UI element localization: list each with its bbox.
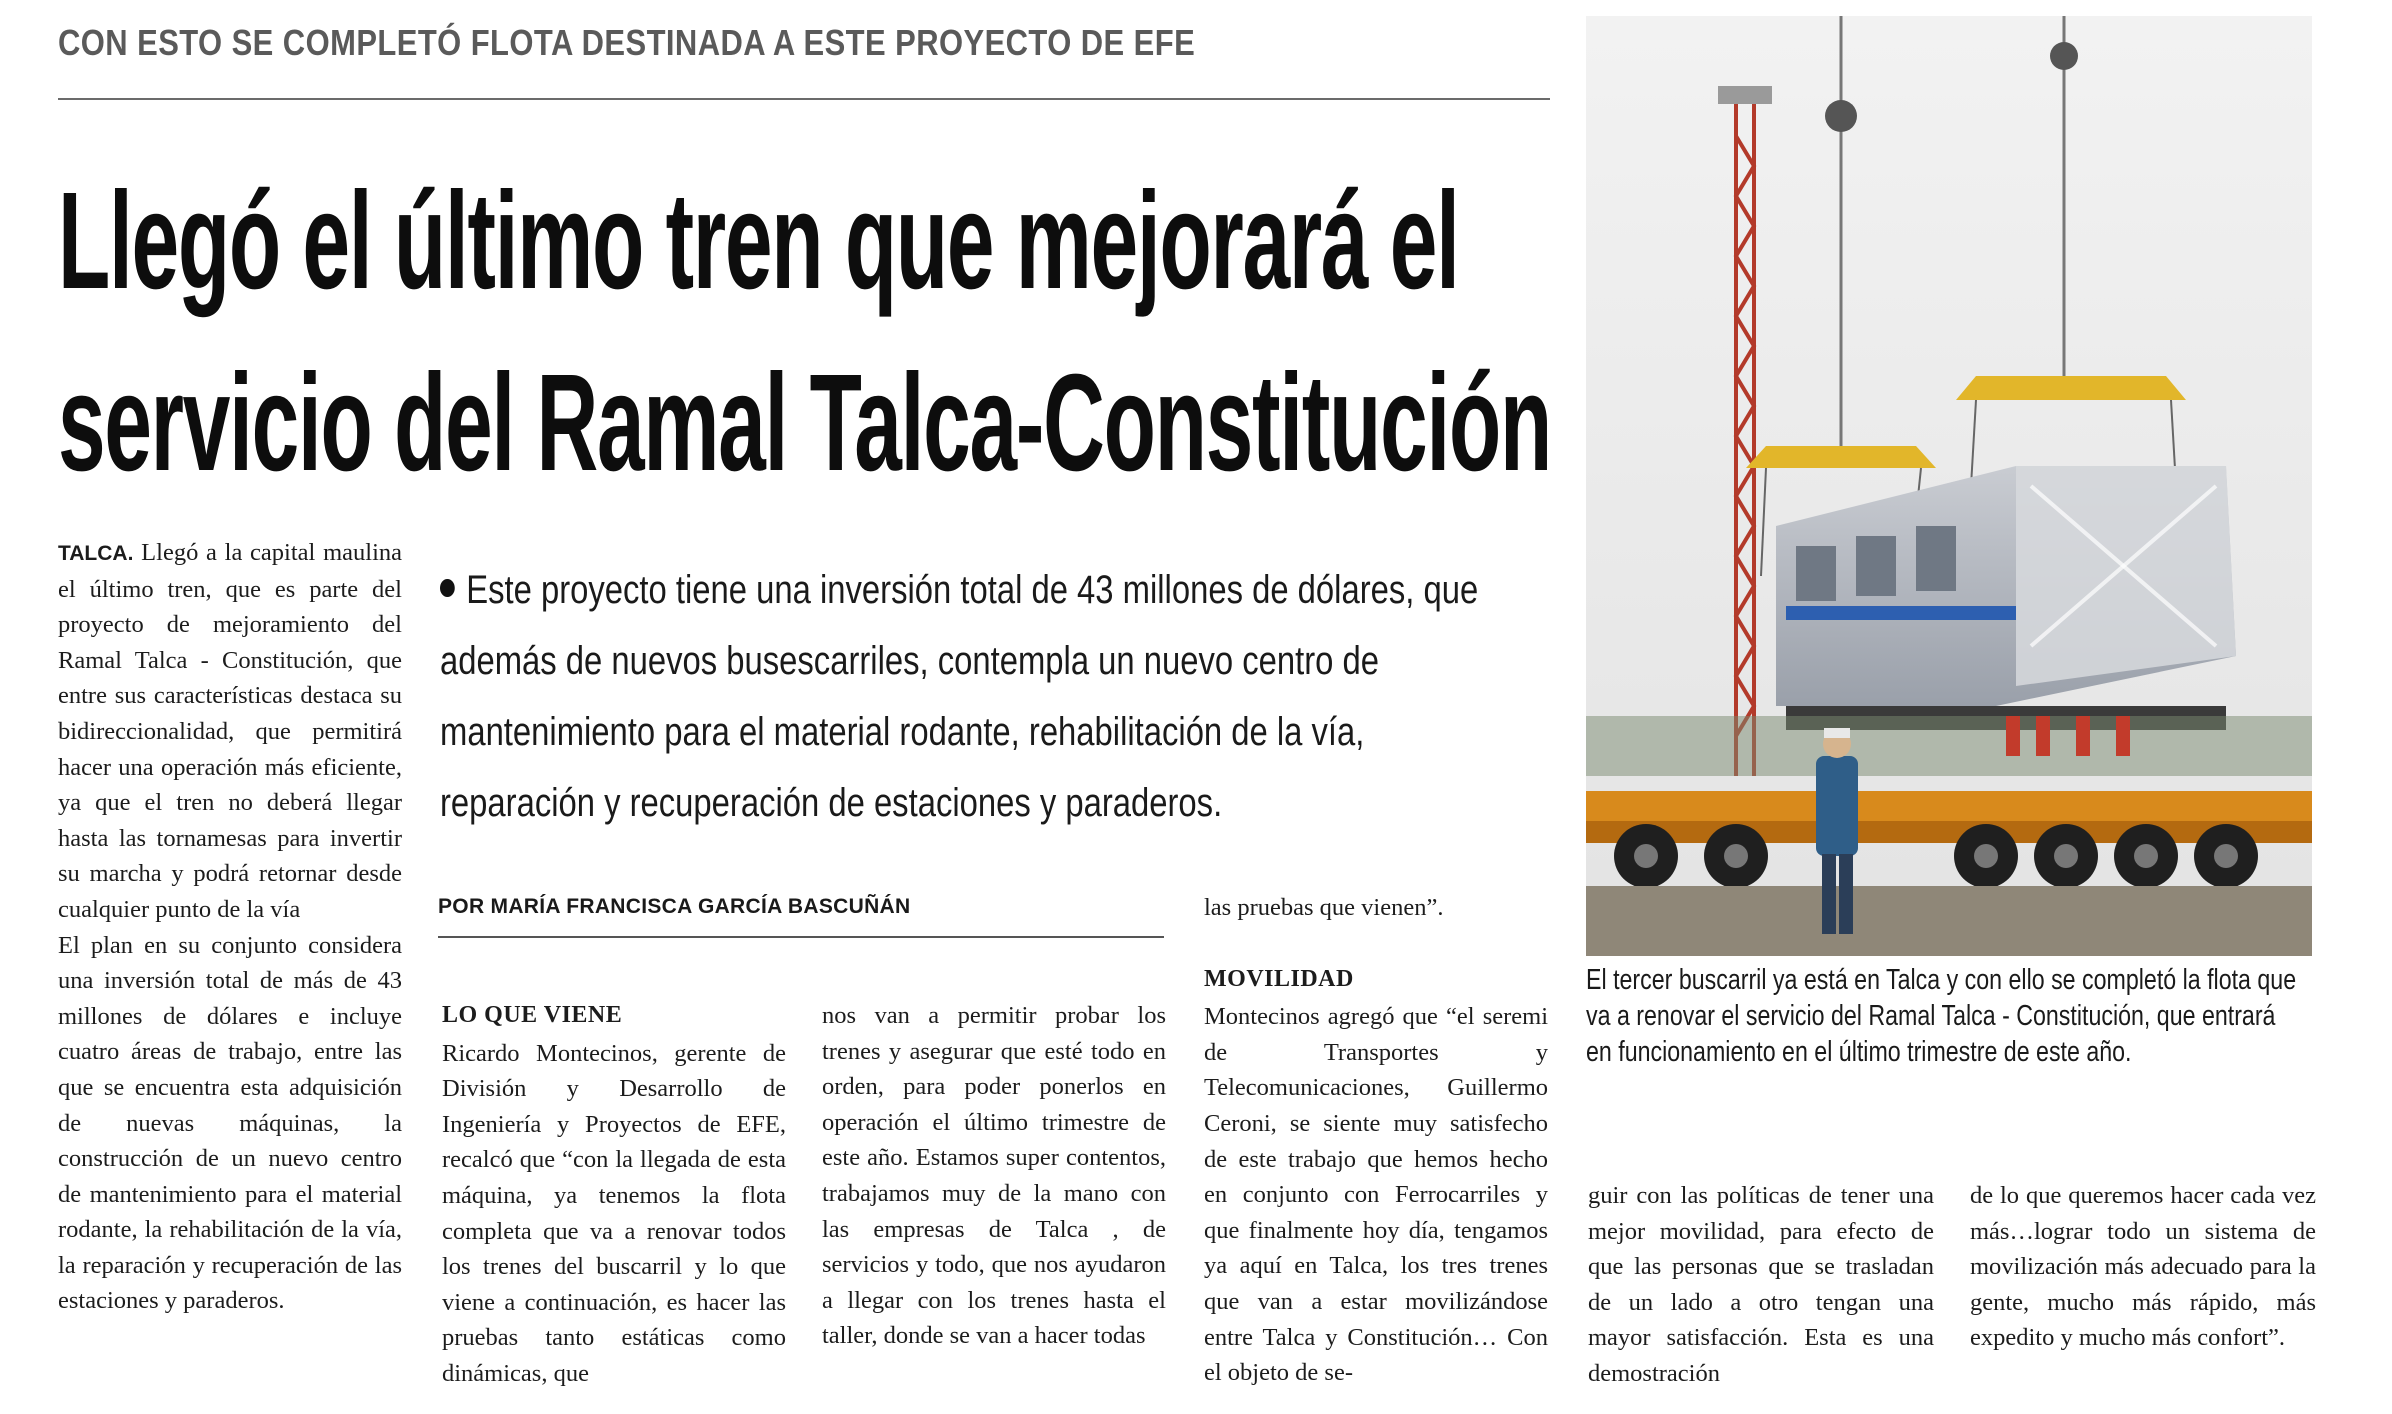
body-column-1 [58, 535, 402, 1319]
paragraph-5: las pruebas que vienen”. [1204, 894, 1444, 921]
body-column-5 [1588, 1178, 1934, 1392]
train-photo [1586, 16, 2312, 956]
top-rule [58, 98, 1550, 100]
paragraph-1-text: Llegó a la capital maulina el último tren, que es parte del proyecto de mejoramiento del Ramal Talca - Constitución, que entre sus características destaca su bidireccionalidad, que permitirá hacer una operación más eficiente, ya que el tren no deberá llegar hasta las tornamesas para invertir su marcha y podrá retornar desde cualquier punto de la vía [58, 539, 402, 923]
body-column-6 [1970, 1178, 2316, 1356]
byline-rule [438, 936, 1164, 938]
body-column-4 [1204, 890, 1548, 1391]
bullet-icon [440, 579, 455, 597]
body-column-3 [822, 998, 1166, 1354]
kicker: CON ESTO SE COMPLETÓ FLOTA DESTINADA A ESTE PROYECTO DE EFE [58, 22, 1196, 63]
byline: POR MARÍA FRANCISCA GARCÍA BASCUÑÁN [438, 895, 911, 918]
subhead-lo-que-viene: LO QUE VIENE [442, 1002, 623, 1028]
paragraph-1 [58, 535, 402, 928]
paragraph-7: guir con las políticas de tener una mejor movilidad, para efecto de que las personas que se trasladan de un lado a otro tengan una mayor satisfacción. Esta es una demostración [1588, 1182, 1934, 1387]
headline-line-2: servicio del Ramal Talca-Constitución [58, 346, 1552, 500]
photo-caption: El tercer buscarril ya está en Talca y con ello se completó la flota que va a renovar el servicio del Ramal Talca - Constitución, que entrará en funcionamiento en el último trimestre de este año. [1586, 964, 2297, 1068]
body-column-2 [442, 998, 786, 1392]
paragraph-6: Montecinos agregó que “el seremi de Transportes y Telecomunicaciones, Guillermo Ceroni, se siente muy satisfecho de este trabajo que hemos hecho en conjunto con Ferrocarriles y que finalmente hoy día, tengamos ya aquí en Talca, los tres trenes que van a estar movilizándose entre Talca y Constitución… Con el objeto de se- [1204, 1003, 1548, 1387]
paragraph-4: nos van a permitir probar los trenes y asegurar que esté todo en orden, para poder ponerlos en operación el último trimestre de este año. Estamos super contentos, trabajamos muy de la mano con las empresas de Talca , de servicios y todo, que nos ayudaron a llegar con los trenes hasta el taller, donde se van a hacer todas [822, 1002, 1166, 1350]
dateline: TALCA. [58, 542, 134, 565]
lead-deck [440, 555, 1479, 839]
paragraph-8: de lo que queremos hacer cada vez más…lograr todo un sistema de movilización más adecuado para la gente, mucho más rápido, más expedito y mucho más confort”. [1970, 1182, 2316, 1352]
paragraph-3: Ricardo Montecinos, gerente de División y Desarrollo de Ingeniería y Proyectos de EFE, recalcó que “con la llegada de esta máquina, ya tenemos la flota completa que va a renovar todos los trenes del buscarril y lo que viene a continuación, es hacer las pruebas tanto estáticas como dinámicas, que [442, 1039, 786, 1387]
lead-text: Este proyecto tiene una inversión total de 43 millones de dólares, que además de nuevos busescarriles, contempla un nuevo centro de mantenimiento para el material rodante, rehabilitación de la vía, reparación y recuperación de estaciones y paraderos. [440, 568, 1479, 825]
subhead-movilidad: MOVILIDAD [1204, 965, 1354, 992]
paragraph-2: El plan en su conjunto considera una inversión total de más de 43 millones de dólares e incluye cuatro áreas de trabajo, entre las que se encuentra esta adquisición de nuevas máquinas, la construcción de un nuevo centro de mantenimiento para el material rodante, la rehabilitación de la vía, la reparación y recuperación de las estaciones y paraderos. [58, 931, 402, 1315]
headline [58, 150, 1551, 514]
headline-line-1: Llegó el último tren que mejorará el [58, 164, 1459, 318]
